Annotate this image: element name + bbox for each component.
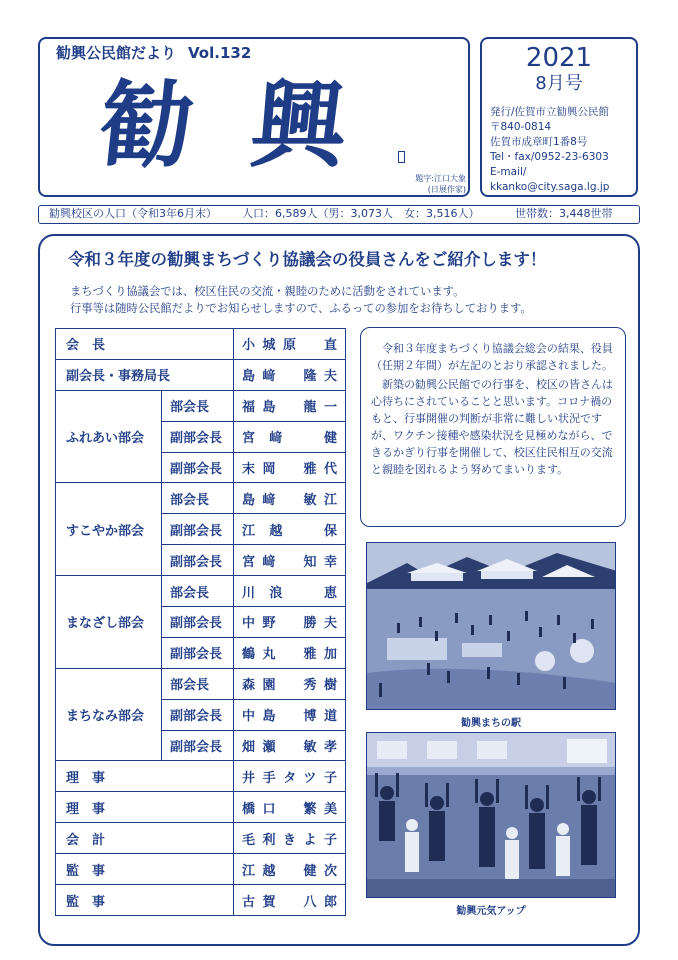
- photo-caption: 勧興まちの駅: [461, 718, 521, 729]
- table-row: [56, 823, 346, 854]
- photo-caption: 勧興元気アップ: [456, 906, 526, 917]
- photo-genki-up: [366, 732, 616, 898]
- table-row: [56, 390, 346, 421]
- volume-number: Vol.132: [188, 44, 252, 62]
- seal-stamp: [398, 151, 405, 163]
- household-count: 世帯数：3,448世帯: [515, 207, 613, 220]
- role-cell: 副部会長: [162, 607, 234, 638]
- table-row: [56, 854, 346, 885]
- article-headline: 令和３年度の勧興まちづくり協議会の役員さんをご紹介します！: [68, 250, 547, 269]
- table-row: [56, 885, 346, 916]
- issue-month: 8月号: [535, 73, 583, 94]
- name-cell: 古賀 八郎: [234, 885, 346, 916]
- name-cell: 鶴丸 雅加: [234, 637, 346, 668]
- name-cell: 末岡 雅代: [234, 452, 346, 483]
- name-cell: 島﨑 敏江: [234, 483, 346, 514]
- article-panel: [38, 234, 640, 946]
- role-cell: 副会長・事務局長: [56, 359, 234, 390]
- publisher-address: 発行/佐賀市立勧興公民館 〒840-0814 佐賀市成章町1番8号 Tel・fax/0952-23-6303 E-mail/ kkanko@city.saga.lg.jp: [490, 106, 610, 193]
- table-row: [56, 792, 346, 823]
- article-paragraph: 新築の勧興公民館での行事を、校区の皆さんは心待ちにされていることと思います。コロナ禍のもと、行事開催の判断が非常に難しい状況ですが、ワクチン接種や感染状況を見極めながら、できるかぎり行事を開催して、校区住民相互の交流と親睦を図れるよう努めてまいります。: [371, 378, 613, 476]
- name-cell: 畑瀬 敏孝: [234, 730, 346, 761]
- population-bar: [38, 205, 640, 224]
- email-address: kkanko@city.saga.lg.jp: [490, 181, 610, 193]
- name-cell: 毛利きよ子: [234, 823, 346, 854]
- role-cell: 理 事: [56, 761, 234, 792]
- name-cell: 森園 秀樹: [234, 668, 346, 699]
- role-cell: 副部会長: [162, 699, 234, 730]
- role-cell: 会 計: [56, 823, 234, 854]
- table-row: [56, 359, 346, 390]
- name-cell: 中野 勝夫: [234, 607, 346, 638]
- group-cell: ふれあい部会: [56, 390, 162, 483]
- table-row: [56, 668, 346, 699]
- newsletter-title: 勧興: [94, 71, 410, 181]
- group-cell: すこやか部会: [56, 483, 162, 576]
- name-cell: 小城原 直: [234, 329, 346, 360]
- role-cell: 副部会長: [162, 421, 234, 452]
- role-cell: 会 長: [56, 329, 234, 360]
- officers-table: [55, 328, 346, 916]
- calligrapher-credit: 題字:江口大象 (日展作家): [415, 174, 466, 194]
- article-intro: まちづくり協議会では、校区住民の交流・親睦のために活動をされています。 行事等は随時公民館だよりでお知らせしますので、ふるっての参加をお待ちしております。: [70, 285, 532, 315]
- name-cell: 中島 博道: [234, 699, 346, 730]
- role-cell: 副部会長: [162, 452, 234, 483]
- name-cell: 江越 保: [234, 514, 346, 545]
- name-cell: 島﨑 隆夫: [234, 359, 346, 390]
- article-textbox: [360, 327, 626, 527]
- article-paragraph: 令和３年度まちづくり協議会総会の結果、役員（任期２年間）が左記のとおり承認されました。: [371, 342, 613, 372]
- issue-year: 2021: [525, 43, 593, 73]
- population-label: 勧興校区の人口（令和3年6月末）: [49, 207, 217, 220]
- table-row: [56, 329, 346, 360]
- issue-info-box: [480, 37, 638, 197]
- role-cell: 副部会長: [162, 545, 234, 576]
- group-cell: まちなみ部会: [56, 668, 162, 761]
- population-count: 人口：6,589人（男：3,073人 女：3,516人）: [242, 207, 480, 220]
- name-cell: 橋口 繁美: [234, 792, 346, 823]
- role-cell: 副部会長: [162, 637, 234, 668]
- name-cell: 江越 健次: [234, 854, 346, 885]
- name-cell: 井手タツ子: [234, 761, 346, 792]
- group-cell: まなざし部会: [56, 576, 162, 669]
- role-cell: 監 事: [56, 854, 234, 885]
- role-cell: 部会長: [162, 390, 234, 421]
- name-cell: 福島 龍一: [234, 390, 346, 421]
- role-cell: 部会長: [162, 576, 234, 607]
- role-cell: 部会長: [162, 483, 234, 514]
- table-row: [56, 483, 346, 514]
- role-cell: 監 事: [56, 885, 234, 916]
- name-cell: 宮﨑 健: [234, 421, 346, 452]
- name-cell: 川浪 恵: [234, 576, 346, 607]
- masthead-box: [38, 37, 470, 197]
- photo-machi-no-eki: [366, 542, 616, 710]
- role-cell: 部会長: [162, 668, 234, 699]
- table-row: [56, 576, 346, 607]
- newsletter-series: 勧興公民館だより Vol.132: [56, 44, 252, 62]
- role-cell: 副部会長: [162, 514, 234, 545]
- table-row: [56, 761, 346, 792]
- role-cell: 副部会長: [162, 730, 234, 761]
- name-cell: 宮﨑 知幸: [234, 545, 346, 576]
- role-cell: 理 事: [56, 792, 234, 823]
